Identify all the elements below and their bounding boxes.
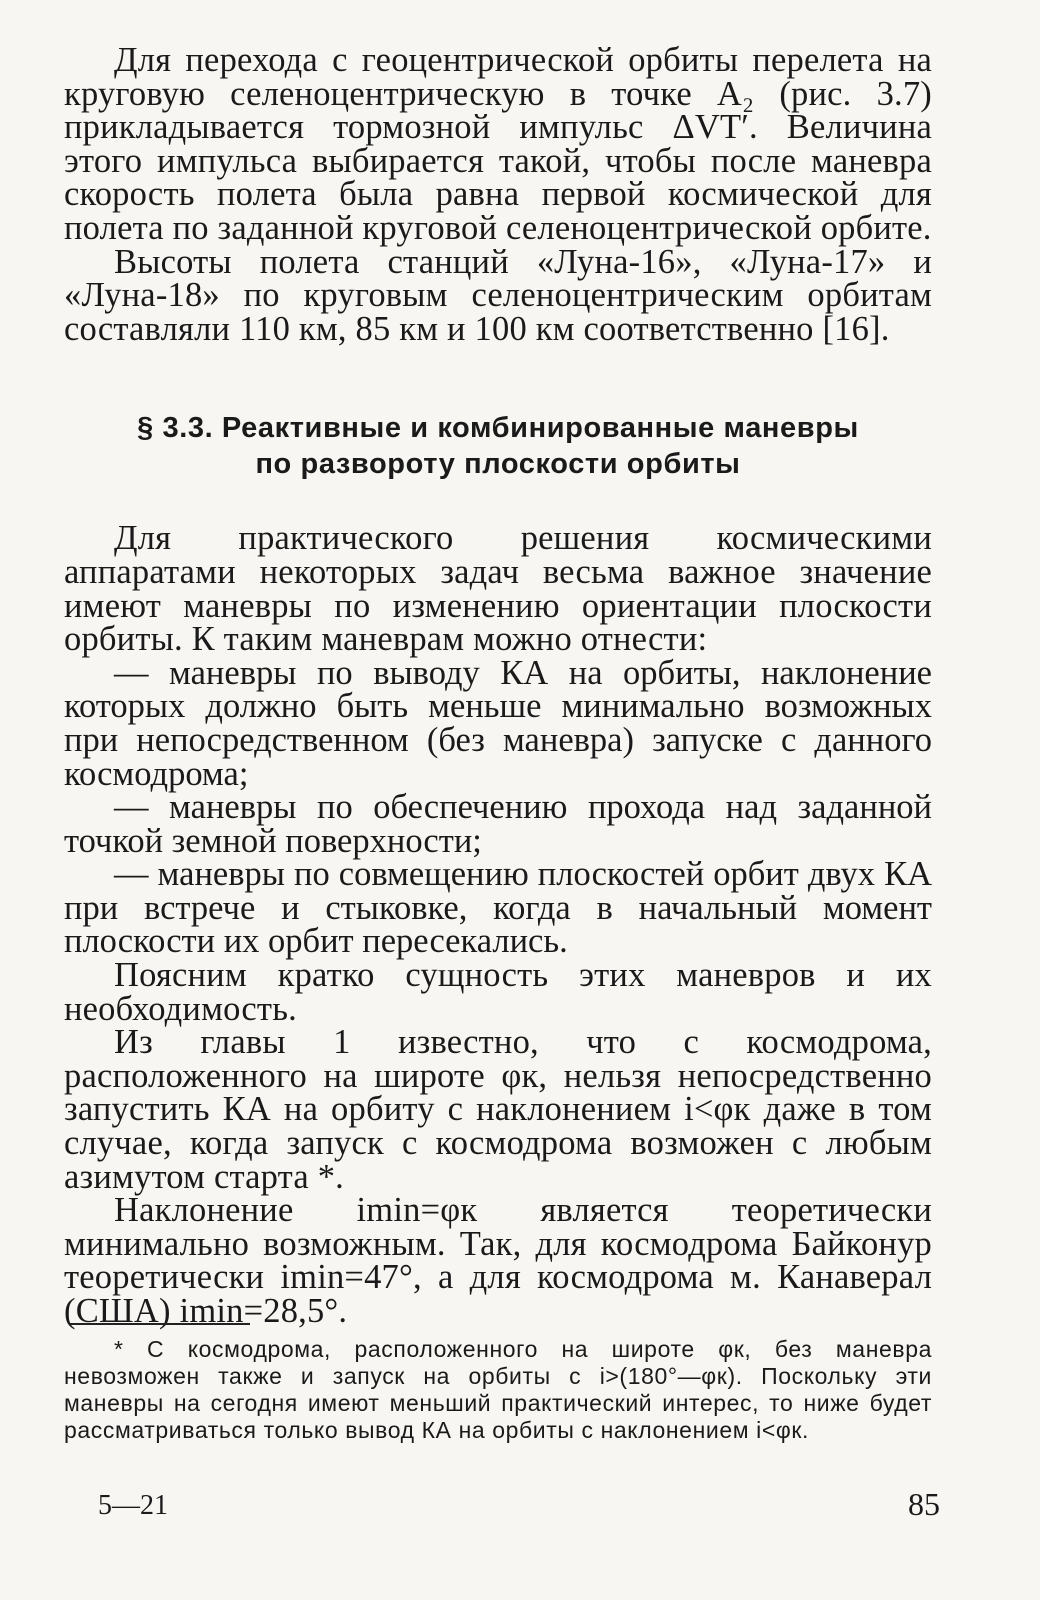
list-item-ground-point: — маневры по обеспечению прохода над заданной точкой земной поверхности; (64, 788, 932, 860)
section-heading-line-2: по развороту плоскости орбиты (255, 448, 741, 481)
page-number: 85 (908, 1486, 940, 1522)
paragraph-chapter-ref: Из главы 1 известно, что с космодрома, расположенного на широте φк, нельзя непосредственно запустить КА на орбиту с наклонением i<φк даже в том случае, когда запуск с космодрома возможен с любым азимутом старта *. (64, 1023, 932, 1196)
paragraph-orbit-transfer: Для перехода с геоцентрической орбиты перелета на круговую селеноцентрическую в точке A₂ (рис. 3.7) прикладывается тормозной импульс ΔVT′. Величина этого импульса выбирается такой, чтобы после маневра скорость полета была равна первой космической для полета по заданной круговой селеноцентрической орбите. (64, 41, 932, 247)
list-item-plane-alignment: — маневры по совмещению плоскостей орбит двух КА при встрече и стыковке, когда в начальный момент плоскости их орбит пересекались. (64, 855, 932, 961)
paragraph-min-inclination: Наклонение imin=φк является теоретически минимально возможным. Так, для космодрома Байконур теоретически imin=47°, а для космодрома м. Канаверал (США) imin=28,5°. (64, 1191, 932, 1330)
footnote: * С космодрома, расположенного на широте φк, без маневра невозможен также и запуск на орбиты с i>(180°—φк). Поскольку эти маневры на сегодня имеют меньший практический интерес, то ниже будет рассматриваться только вывод КА на орбиты с наклонением i<φк. (64, 1336, 932, 1443)
paragraph-explain: Поясним кратко сущность этих маневров и их необходимость. (64, 956, 932, 1028)
section-heading-line-1: § 3.3. Реактивные и комбинированные маневры (137, 412, 859, 445)
paragraph-intro: Для практического решения космическими аппаратами некоторых задач весьма важное значение имеют маневры по изменению ориентации плоскости орбиты. К таким маневрам можно отнести: (64, 519, 932, 659)
paragraph-luna-heights: Высоты полета станций «Луна-16», «Луна-17» и «Луна-18» по круговым селеноцентрическим орбитам составляли 110 км, 85 км и 100 км соответственно [16]. (64, 242, 932, 348)
footnote-divider (70, 1323, 250, 1325)
printer-signature: 5—21 (98, 1490, 168, 1521)
list-item-inclination: — маневры по выводу КА на орбиты, наклонение которых должно быть меньше минимально возможных при непосредственном (без маневра) запуске с данного космодрома; (64, 653, 932, 793)
page-body (64, 41, 932, 1330)
section-heading (64, 410, 932, 482)
